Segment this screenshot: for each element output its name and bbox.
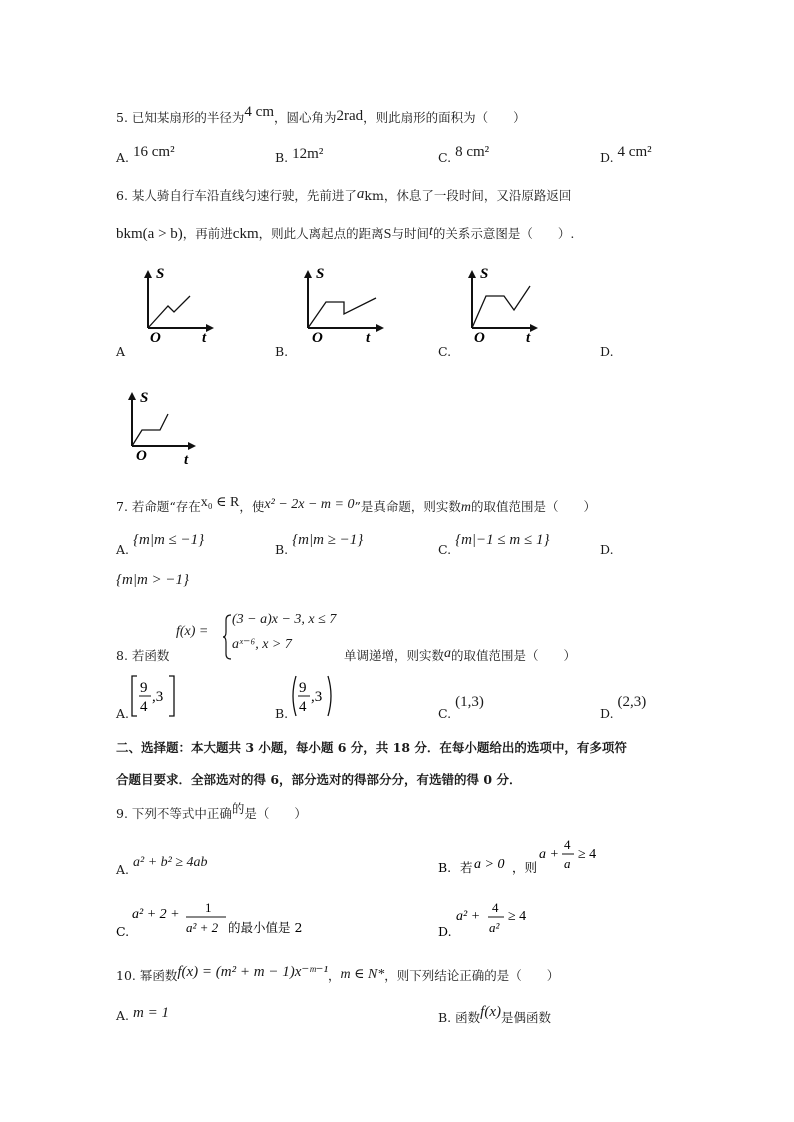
option-label: B. <box>438 1010 452 1025</box>
q9-option-b-expr <box>438 836 608 880</box>
option-label: C. <box>438 150 452 165</box>
q6-var-t: t <box>428 224 433 239</box>
q7-text: 7. 若命题“存在 <box>116 499 201 514</box>
option-value: 4 cm² <box>617 144 652 160</box>
q8-stem-tail <box>344 646 576 665</box>
q6-var-a: a <box>356 186 365 202</box>
q7-option-d-value[interactable]: {m|m > −1} <box>116 572 190 588</box>
axis-o-label: O <box>150 330 161 346</box>
q8-option-a-expr <box>128 674 192 718</box>
q9-option-c-expr <box>116 900 336 944</box>
q8-var-a: a <box>444 646 452 661</box>
q10-option-b[interactable] <box>438 1004 552 1027</box>
q9-stem <box>116 801 307 822</box>
q9-option-b[interactable] <box>438 836 608 883</box>
frac-denominator: a <box>564 856 571 871</box>
section-2-header-line2: 合题目要求．全部选对的得 6，部分选对的得部分分，有选错的得 0 分． <box>116 772 522 787</box>
option-label: B. <box>275 542 289 557</box>
option-value: 12m² <box>292 146 324 162</box>
q7-stem <box>116 497 596 516</box>
q7-text-3: ”是真命题，则实数 <box>354 499 461 514</box>
q8-stem-lead: 8. 若函数 <box>116 648 170 663</box>
q7-option-d-label[interactable]: D. <box>600 542 614 557</box>
q8-text: 单调递增，则实数 <box>344 648 445 663</box>
q5-stem <box>116 104 526 127</box>
q10-text-3: ，则下列结论正确的是（ ） <box>384 968 560 983</box>
axis-t-label: t <box>526 330 531 346</box>
q6-option-b-label[interactable]: B. <box>275 344 289 359</box>
q5-angle: 2rad <box>336 108 364 124</box>
option-label: D. <box>438 924 452 939</box>
option-label: B. <box>438 860 452 875</box>
q9-b-text-2: ，则 <box>512 860 538 875</box>
q9-option-a[interactable] <box>116 854 208 877</box>
q7-option-b[interactable] <box>275 532 364 557</box>
axis-o-label: O <box>136 448 147 464</box>
q5-option-c[interactable] <box>438 144 490 167</box>
option-value: m = 1 <box>133 1005 169 1021</box>
option-value: {m|m ≥ −1} <box>292 532 364 548</box>
axis-o-label: O <box>474 330 485 346</box>
q9-option-c[interactable] <box>116 900 336 947</box>
option-value: 8 cm² <box>455 144 490 160</box>
q6-expr: bkm(a > b) <box>116 226 183 242</box>
q8-option-a[interactable] <box>128 674 192 721</box>
axis-o-label: O <box>312 330 323 346</box>
q9-text: 9. 下列不等式中正确 <box>116 806 232 821</box>
q5-radius: 4 cm <box>244 104 274 120</box>
q10-b-f: f(x) <box>480 1004 501 1020</box>
q9-b-text: 若 <box>460 860 473 875</box>
option-label: D. <box>600 150 614 165</box>
q10-m: m ∈ N* <box>340 967 385 982</box>
q6-graph-c[interactable] <box>454 266 544 346</box>
q5-option-b[interactable] <box>275 146 324 167</box>
q5-option-d[interactable] <box>600 144 652 167</box>
option-label: A. <box>116 542 130 557</box>
option-label: C. <box>438 706 452 721</box>
q10-option-a[interactable] <box>116 1005 169 1025</box>
q9-c-text: 的最小值是 2 <box>228 920 303 935</box>
axis-t-label: t <box>202 330 207 346</box>
axis-s-label: S <box>316 266 325 282</box>
q9-text-2: 是（ ） <box>244 806 307 821</box>
q8-brace <box>222 614 232 660</box>
frac-numerator: 4 <box>492 900 499 915</box>
frac-denominator: a² <box>489 920 500 935</box>
option-value: 16 cm² <box>133 144 175 160</box>
q9-text-de: 的 <box>231 801 245 816</box>
frac-tail: ,3 <box>152 689 164 705</box>
q6-text-4: ，则此人离起点的距离 <box>258 226 384 241</box>
q6-graph-a[interactable] <box>130 266 220 346</box>
q9-d-expr: a² + <box>456 909 481 924</box>
q9-d-expr-2: ≥ 4 <box>508 909 527 924</box>
frac-numerator: 9 <box>140 680 148 696</box>
q5-stem-text-2: ，圆心角为 <box>273 110 337 125</box>
q6-text: 6. 某人骑自行车沿直线匀速行驶，先前进了 <box>116 188 357 203</box>
frac-denominator: 4 <box>299 699 307 715</box>
axis-s-label: S <box>156 266 165 282</box>
q7-text-2: ，使 <box>239 499 265 514</box>
frac-tail: ,3 <box>311 689 323 705</box>
q8-option-b-label[interactable]: B. <box>275 706 289 721</box>
q10-stem <box>116 966 559 985</box>
q6-graph-d[interactable] <box>114 388 204 468</box>
q7-x0: x₀ ∈ R <box>200 495 240 510</box>
frac-numerator: 4 <box>564 837 571 852</box>
q6-text-2: km，休息了一段时间，又沿原路返回 <box>364 188 572 203</box>
q6-var-c: ckm <box>232 226 259 242</box>
q5-option-a[interactable] <box>116 144 175 167</box>
option-value: (2,3) <box>617 694 647 710</box>
q8-option-a-label[interactable]: A. <box>116 706 130 721</box>
option-label: C. <box>438 542 452 557</box>
q10-b-text: 函数 <box>455 1010 481 1025</box>
q6-graph-b[interactable] <box>290 266 390 346</box>
q10-text-2: ， <box>327 968 341 983</box>
q8-case1: (3 − a)x − 3, x ≤ 7 <box>232 612 337 627</box>
option-label: B. <box>275 150 289 165</box>
q10-b-text-2: 是偶函数 <box>501 1010 552 1025</box>
frac-denominator: 4 <box>140 699 148 715</box>
q10-text: 10. 幂函数 <box>116 968 178 983</box>
q9-option-d[interactable] <box>438 900 588 947</box>
q8-option-b-expr <box>287 674 351 718</box>
q7-option-a[interactable] <box>116 532 205 557</box>
q5-stem-text: 5. 已知某扇形的半径为 <box>116 110 245 125</box>
option-value: {m|−1 ≤ m ≤ 1} <box>455 532 550 548</box>
axis-t-label: t <box>366 330 371 346</box>
q8-case2: aˣ⁻⁶, x > 7 <box>232 637 292 652</box>
option-label: A. <box>116 1008 130 1023</box>
q6-text-3: ，再前进 <box>182 226 233 241</box>
frac-numerator: 1 <box>205 900 212 915</box>
option-label: D. <box>600 706 614 721</box>
q7-equation: x² − 2x − m = 0 <box>264 497 355 512</box>
q6-var-s: S <box>383 227 392 242</box>
q6-stem-line1 <box>116 186 571 205</box>
q10-function: f(x) = (m² + m − 1)x⁻ᵐ⁻¹ <box>177 964 328 980</box>
q7-var-m: m <box>460 500 472 515</box>
frac-denominator: a² + 2 <box>186 920 219 935</box>
q6-stem-line2 <box>116 224 574 243</box>
q8-option-c[interactable] <box>438 694 484 721</box>
q6-option-a-label[interactable]: A <box>116 344 126 359</box>
axis-s-label: S <box>480 266 489 282</box>
section-2-header: 二、选择题：本大题共 3 小题，每小题 6 分，共 18 分．在每小题给出的选项中，有多项符 <box>116 740 627 755</box>
q6-option-d-label[interactable]: D. <box>600 344 614 359</box>
left-brace-icon <box>222 614 232 660</box>
q8-fx: f(x) = <box>176 624 209 639</box>
option-label: A. <box>116 862 130 877</box>
option-value: a² + b² ≥ 4ab <box>133 855 208 870</box>
option-label: A. <box>116 150 130 165</box>
axis-s-label: S <box>140 390 149 406</box>
frac-numerator: 9 <box>299 680 307 696</box>
q8-text-2: 的取值范围是（ ） <box>451 648 577 663</box>
q7-option-c[interactable] <box>438 532 550 557</box>
q5-stem-text-3: ，则此扇形的面积为（ ） <box>363 110 526 125</box>
q6-text-5: 与时间 <box>391 226 429 241</box>
q9-c-expr: a² + 2 + <box>132 907 180 922</box>
q7-text-4: 的取值范围是（ ） <box>471 499 597 514</box>
q6-text-6: 的关系示意图是（ ）. <box>432 226 575 241</box>
q8-option-d[interactable] <box>600 694 647 721</box>
q9-b-expr-2: ≥ 4 <box>578 847 597 862</box>
option-label: C. <box>116 924 130 939</box>
q9-option-d-expr <box>438 900 588 944</box>
option-value: (1,3) <box>455 694 484 710</box>
option-value: {m|m ≤ −1} <box>133 532 205 548</box>
q9-b-expr: a + <box>539 847 559 862</box>
axis-t-label: t <box>184 452 189 468</box>
q8-option-b[interactable] <box>287 674 351 721</box>
q9-b-cond: a > 0 <box>474 857 505 872</box>
q6-option-c-label[interactable]: C. <box>438 344 452 359</box>
